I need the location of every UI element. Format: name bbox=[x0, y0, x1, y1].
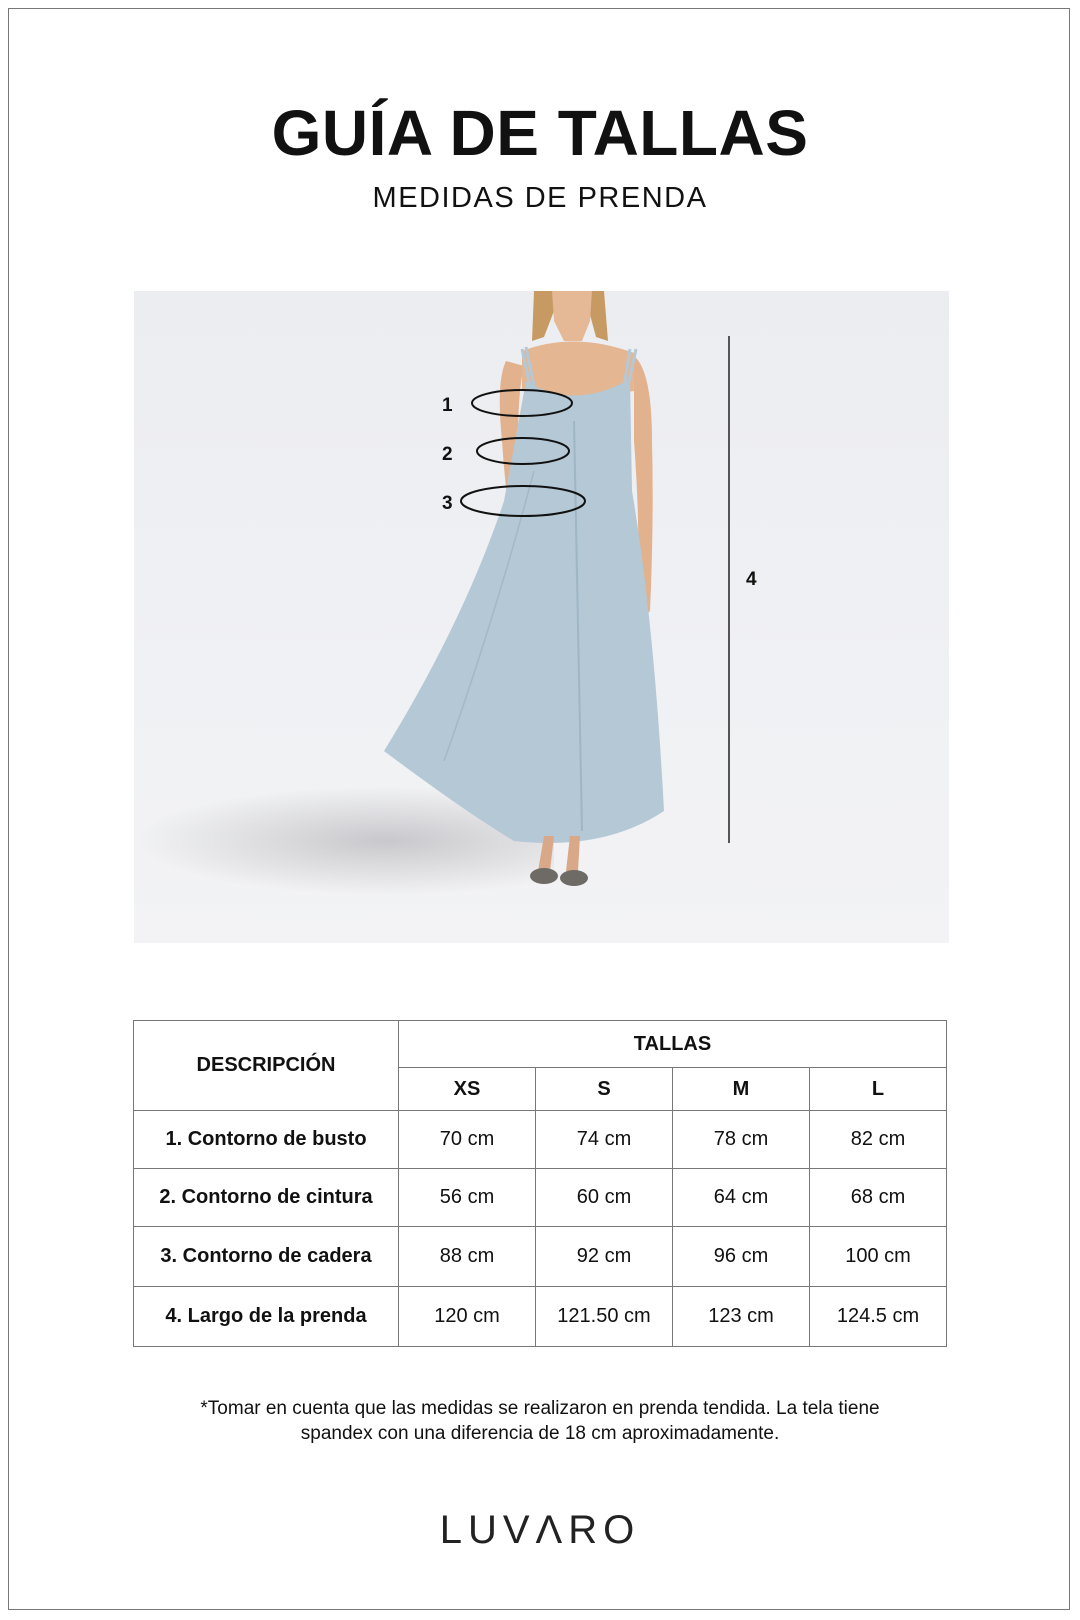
row-label: 2. Contorno de cintura bbox=[134, 1169, 399, 1227]
table-row bbox=[134, 1169, 947, 1227]
cell: 124.5 cm bbox=[810, 1287, 947, 1347]
cell: 78 cm bbox=[673, 1111, 810, 1169]
cell: 88 cm bbox=[399, 1227, 536, 1287]
marker-4: 4 bbox=[746, 569, 757, 590]
size-table bbox=[133, 1020, 947, 1347]
marker-3: 3 bbox=[442, 493, 453, 514]
cell: 60 cm bbox=[536, 1169, 673, 1227]
cell: 68 cm bbox=[810, 1169, 947, 1227]
cell: 92 cm bbox=[536, 1227, 673, 1287]
page-title: GUÍA DE TALLAS bbox=[271, 97, 809, 169]
cell: 100 cm bbox=[810, 1227, 947, 1287]
marker-2: 2 bbox=[442, 444, 453, 465]
cell: 123 cm bbox=[673, 1287, 810, 1347]
row-label: 3. Contorno de cadera bbox=[134, 1227, 399, 1287]
cell: 74 cm bbox=[536, 1111, 673, 1169]
length-measure-line bbox=[728, 336, 730, 843]
size-m: M bbox=[673, 1068, 810, 1111]
cell: 64 cm bbox=[673, 1169, 810, 1227]
cell: 82 cm bbox=[810, 1111, 947, 1169]
row-label: 1. Contorno de busto bbox=[134, 1111, 399, 1169]
dress-illustration bbox=[134, 291, 949, 943]
description-header: DESCRIPCIÓN bbox=[134, 1021, 399, 1111]
table-row bbox=[134, 1287, 947, 1347]
size-s: S bbox=[536, 1068, 673, 1111]
note-line-1: *Tomar en cuenta que las medidas se realizaron en prenda tendida. La tela tiene bbox=[200, 1398, 880, 1419]
row-label: 4. Largo de la prenda bbox=[134, 1287, 399, 1347]
cell: 56 cm bbox=[399, 1169, 536, 1227]
cell: 70 cm bbox=[399, 1111, 536, 1169]
size-l: L bbox=[810, 1068, 947, 1111]
marker-1: 1 bbox=[442, 395, 453, 416]
measurement-note bbox=[0, 1396, 1080, 1446]
table-row bbox=[134, 1227, 947, 1287]
brand-logo: LUVΛRO bbox=[439, 1508, 641, 1552]
size-xs: XS bbox=[399, 1068, 536, 1111]
model-photo bbox=[134, 291, 949, 943]
cell: 120 cm bbox=[399, 1287, 536, 1347]
cell: 96 cm bbox=[673, 1227, 810, 1287]
cell: 121.50 cm bbox=[536, 1287, 673, 1347]
sizes-header: TALLAS bbox=[399, 1021, 947, 1068]
page-subtitle: MEDIDAS DE PRENDA bbox=[372, 182, 708, 214]
note-line-2: spandex con una diferencia de 18 cm aproximadamente. bbox=[300, 1423, 780, 1444]
table-row bbox=[134, 1111, 947, 1169]
